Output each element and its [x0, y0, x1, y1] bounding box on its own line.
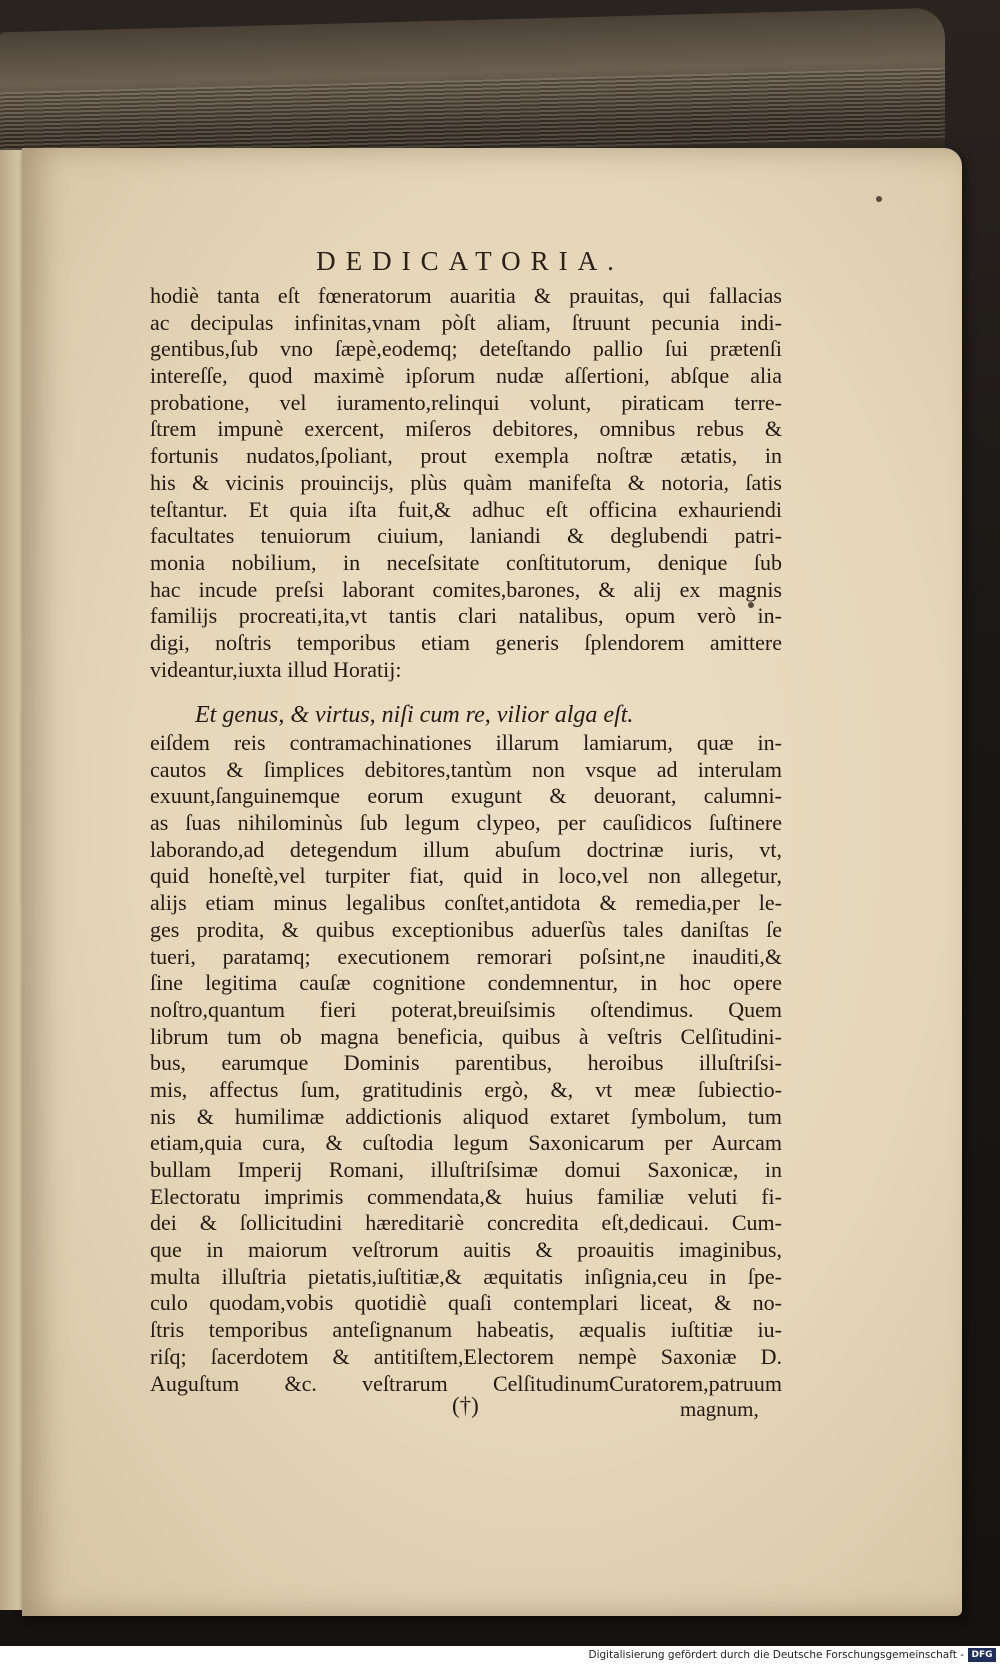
text-line: intereſſe, quod maximè ipſorum nudæ aſſertioni, abſque alia [150, 363, 782, 389]
text-line: fortunis nudatos,ſpoliant, prout exempla noſtræ ætatis, in [150, 443, 782, 469]
text-line: laborando,ad detegendum illum abuſum doctrinæ iuris, vt, [150, 836, 782, 862]
text-block-upper [150, 283, 782, 683]
text-line: Electoratu imprimis commendata,& huius familiæ veluti fi- [150, 1183, 782, 1209]
text-line: hac incude preſsi laborant comites,barones, & alij ex magnis [150, 576, 782, 602]
text-line: eiſdem reis contramachinationes illarum lamiarum, quæ in- [150, 730, 782, 755]
text-line: mis, affectus ſum, gratitudinis ergò, &, vt meæ ſubiectio- [150, 1076, 782, 1102]
text-line: cautos & ſimplices debitores,tantùm non vsque ad interulam [150, 756, 782, 782]
text-line: gentibus,ſub vno ſæpè,eodemq; deteſtando pallio ſui prætenſi [150, 336, 782, 362]
text-line: monia nobilium, in neceſsitate conſtitutorum, denique ſub [150, 549, 782, 575]
text-line: hodiè tanta eſt fœneratorum auaritia & prauitas, qui fallacias [150, 283, 782, 308]
running-head: DEDICATORIA. [316, 246, 624, 276]
text-block-lower [150, 730, 782, 1397]
text-line: culo quodam,vobis quotidiè quaſi contemplari liceat, & no- [150, 1290, 782, 1316]
text-line: ges prodita, & quibus exceptionibus aduerſùs tales daniſtas ſe [150, 916, 782, 942]
text-line: ſtris temporibus anteſignanum habeatis, æqualis iuſtitiæ iu- [150, 1317, 782, 1343]
page-speck [876, 196, 882, 202]
text-line: librum tum ob magna beneficia, quibus à veſtris Celſitudini- [150, 1023, 782, 1049]
text-line: nis & humilimæ addictionis aliquod extaret ſymbolum, tum [150, 1103, 782, 1129]
text-line: videantur,iuxta illud Horatij: [150, 656, 402, 682]
text-line: ſtrem impunè exercent, miſeros debitores, omnibus rebus & [150, 416, 782, 442]
text-line: quid honeſtè,vel turpiter fiat, quid in loco,vel non allegetur, [150, 863, 782, 889]
text-line: noſtro,quantum fieri poterat,breuiſsimis oſtendimus. Quem [150, 996, 782, 1022]
text-line: exuunt,ſanguinemque eorum exugunt & deuorant, calumni- [150, 783, 782, 809]
catchword: magnum, [680, 1397, 759, 1421]
text-line: tueri, paratamq; executionem remorari poſsint,ne inauditi,& [150, 943, 782, 969]
text-line: bullam Imperij Romani, illuſtriſsimæ domui Saxonicæ, in [150, 1157, 782, 1182]
text-line: que in maiorum veſtrorum auitis & proauitis imaginibus, [150, 1237, 782, 1263]
text-line: etiam,quia cura, & cuſtodia legum Saxonicarum per Aurcam [150, 1130, 782, 1156]
text-line: bus, earumque Dominis parentibus, heroibus illuſtriſsi- [150, 1050, 782, 1076]
text-line: probatione, vel iuramento,relinqui volunt, piraticam terre- [150, 389, 782, 415]
signature-mark: (†) [452, 1393, 479, 1418]
text-line: Auguſtum &c. veſtrarum CelſitudinumCuratorem,patruum [150, 1370, 782, 1396]
text-line: dei & ſollicitudini hæreditariè concredita eſt,dedicaui. Cum- [150, 1210, 782, 1236]
text-line: his & vicinis prouincijs, plùs quàm manifeſta & notoria, ſatis [150, 469, 782, 495]
text-line: facultates tenuiorum ciuium, laniandi & deglubendi patri- [150, 523, 782, 549]
text-line: digi, noſtris temporibus etiam generis ſplendorem amittere [150, 629, 782, 655]
footer-credit: Digitalisierung gefördert durch die Deutsche Forschungsgemeinschaft - [588, 1649, 964, 1661]
text-line: alijs etiam minus legalibus conſtet,antidota & remedia,per le- [150, 890, 782, 916]
horace-verse: Et genus, & virtus, niſi cum re, vilior alga eſt. [195, 702, 634, 728]
text-line: multa illuſtria pietatis,iuſtitiæ,& æquitatis inſignia,ceu in ſpe- [150, 1263, 782, 1289]
text-line: ſine legitima cauſæ cognitione condemnentur, in hoc opere [150, 970, 782, 996]
text-line: riſq; ſacerdotem & antitiſtem,Electorem nempè Saxoniæ D. [150, 1343, 782, 1369]
dfg-logo: DFG [968, 1648, 996, 1662]
text-line: familijs procreati,ita,vt tantis clari natalibus, opum verò in- [150, 603, 782, 629]
text-line: teſtantur. Et quia iſta fuit,& adhuc eſt officina exhauriendi [150, 496, 782, 522]
text-line: ac decipulas infinitas,vnam pòſt aliam, ſtruunt pecunia indi- [150, 309, 782, 335]
text-line: as ſuas nihilominùs ſub legum clypeo, per cauſidicos ſuſtinere [150, 810, 782, 836]
